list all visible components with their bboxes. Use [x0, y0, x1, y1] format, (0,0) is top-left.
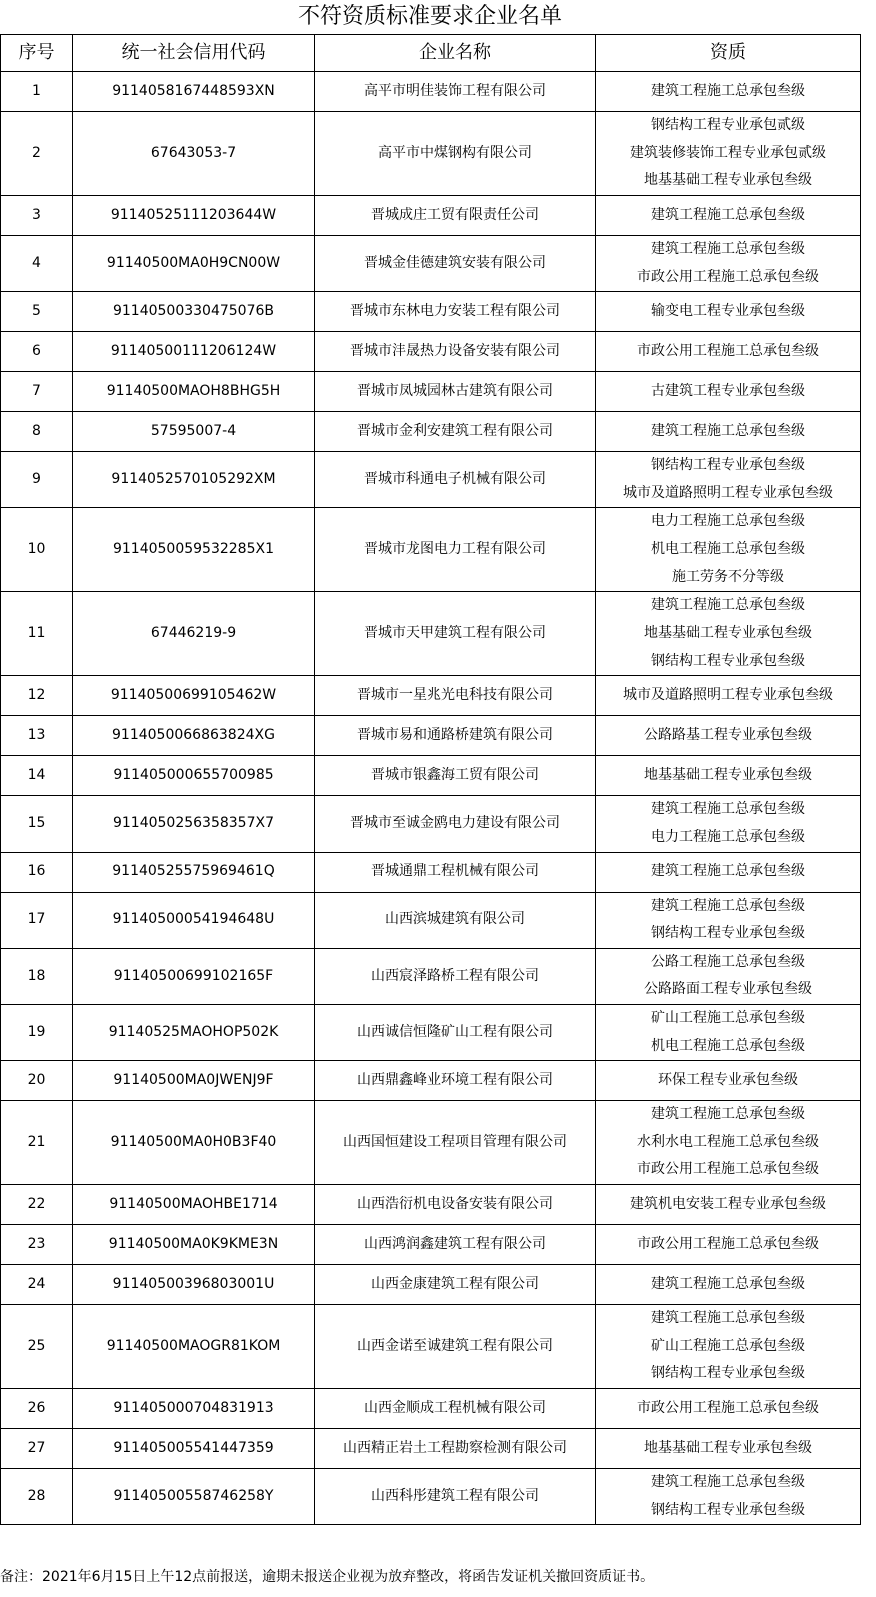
row-number-cell: 5 — [1, 292, 73, 332]
qualification-item: 建筑工程施工总承包叁级 — [651, 1474, 805, 1491]
qualification-item: 矿山工程施工总承包叁级 — [651, 1009, 805, 1026]
footnote: 备注：2021年6月15日上午12点前报送，逾期未报送企业视为放弃整改，将函告发证机关撤回资质证书。 — [0, 1569, 655, 1585]
row-number-cell: 25 — [1, 1305, 73, 1389]
qualification-cell — [596, 292, 861, 332]
table-row — [1, 1265, 861, 1305]
row-number-cell: 6 — [1, 332, 73, 372]
qualification-item: 建筑工程施工总承包叁级 — [651, 1275, 805, 1292]
table-row — [1, 1004, 861, 1060]
row-number-cell: 27 — [1, 1429, 73, 1469]
qualification-item: 市政公用工程施工总承包叁级 — [637, 1161, 819, 1178]
qualification-cell — [596, 1101, 861, 1185]
row-number-cell: 28 — [1, 1469, 73, 1525]
company-name-cell: 晋城市东林电力安装工程有限公司 — [315, 292, 596, 332]
company-name-cell: 晋城市科通电子机械有限公司 — [315, 452, 596, 508]
company-name-cell: 高平市中煤钢构有限公司 — [315, 112, 596, 196]
qualification-item: 建筑工程施工总承包叁级 — [651, 897, 805, 914]
table-row — [1, 1185, 861, 1225]
qualification-item: 古建筑工程专业承包叁级 — [651, 382, 805, 399]
qualification-item: 机电工程施工总承包叁级 — [651, 541, 805, 558]
row-number-cell: 14 — [1, 756, 73, 796]
company-name-cell: 山西宸泽路桥工程有限公司 — [315, 948, 596, 1004]
qualification-item: 建筑工程施工总承包叁级 — [651, 82, 805, 99]
company-name-cell: 晋城市沣晟热力设备安装有限公司 — [315, 332, 596, 372]
table-row — [1, 796, 861, 852]
qualification-cell — [596, 948, 861, 1004]
qualification-cell — [596, 1429, 861, 1469]
row-number-cell: 12 — [1, 676, 73, 716]
qualification-item: 钢结构工程专业承包叁级 — [651, 652, 805, 669]
row-number-cell: 7 — [1, 372, 73, 412]
row-number-cell: 3 — [1, 196, 73, 236]
table-row — [1, 716, 861, 756]
table-row — [1, 372, 861, 412]
credit-code-cell: 91140500111206124W — [73, 332, 315, 372]
qualification-item: 钢结构工程专业承包贰级 — [651, 117, 805, 134]
company-name-cell: 晋城市金利安建筑工程有限公司 — [315, 412, 596, 452]
qualification-item: 机电工程施工总承包叁级 — [651, 1037, 805, 1054]
table-row — [1, 508, 861, 592]
company-name-cell: 山西鼎鑫峰业环境工程有限公司 — [315, 1061, 596, 1101]
row-number-cell: 16 — [1, 852, 73, 892]
qualification-item: 水利水电工程施工总承包叁级 — [637, 1133, 819, 1150]
qualification-cell — [596, 508, 861, 592]
table-row — [1, 892, 861, 948]
row-number-cell: 26 — [1, 1389, 73, 1429]
company-name-cell: 晋城市至诚金鸥电力建设有限公司 — [315, 796, 596, 852]
credit-code-cell: 911405005541447359 — [73, 1429, 315, 1469]
qualification-cell — [596, 452, 861, 508]
qualification-cell — [596, 1389, 861, 1429]
company-name-cell: 山西浩衍机电设备安装有限公司 — [315, 1185, 596, 1225]
company-name-cell: 高平市明佳装饰工程有限公司 — [315, 72, 596, 112]
table-row — [1, 852, 861, 892]
table-row — [1, 676, 861, 716]
row-number-cell: 4 — [1, 236, 73, 292]
table-body — [1, 72, 861, 1525]
row-number-cell: 8 — [1, 412, 73, 452]
credit-code-cell: 91140500699105462W — [73, 676, 315, 716]
company-name-cell: 山西诚信恒隆矿山工程有限公司 — [315, 1004, 596, 1060]
page-title: 不符资质标准要求企业名单 — [297, 4, 562, 29]
credit-code-cell: 91140500MAOHBE1714 — [73, 1185, 315, 1225]
table-row — [1, 948, 861, 1004]
row-number-cell: 17 — [1, 892, 73, 948]
company-name-cell: 晋城市凤城园林古建筑有限公司 — [315, 372, 596, 412]
qualification-cell — [596, 332, 861, 372]
qualification-cell — [596, 72, 861, 112]
table-row — [1, 236, 861, 292]
credit-code-cell: 9114052570105292XM — [73, 452, 315, 508]
qualification-item: 电力工程施工总承包叁级 — [651, 513, 805, 530]
table-header — [1, 35, 861, 72]
qualification-item: 建筑工程施工总承包叁级 — [651, 1310, 805, 1327]
credit-code-cell: 91140500MAOGR81KOM — [73, 1305, 315, 1389]
qualification-item: 公路路面工程专业承包叁级 — [644, 981, 812, 998]
credit-code-cell: 9114050059532285X1 — [73, 508, 315, 592]
qualification-cell — [596, 1061, 861, 1101]
table-row — [1, 332, 861, 372]
credit-code-cell: 9114058167448593XN — [73, 72, 315, 112]
row-number-cell: 15 — [1, 796, 73, 852]
qualification-item: 建筑工程施工总承包叁级 — [651, 422, 805, 439]
credit-code-cell: 911405000704831913 — [73, 1389, 315, 1429]
qualification-item: 公路工程施工总承包叁级 — [651, 953, 805, 970]
company-name-cell: 晋城市易和通路桥建筑有限公司 — [315, 716, 596, 756]
qualification-item: 市政公用工程施工总承包叁级 — [637, 1235, 819, 1252]
row-number-cell: 10 — [1, 508, 73, 592]
qualification-item: 建筑装修装饰工程专业承包贰级 — [630, 144, 826, 161]
table-row — [1, 1101, 861, 1185]
qualification-item: 公路路基工程专业承包叁级 — [644, 727, 812, 744]
table-row — [1, 592, 861, 676]
company-name-cell: 晋城成庄工贸有限责任公司 — [315, 196, 596, 236]
company-name-cell: 山西滨城建筑有限公司 — [315, 892, 596, 948]
credit-code-cell: 91140500699102165F — [73, 948, 315, 1004]
qualification-cell — [596, 592, 861, 676]
qualification-item: 市政公用工程施工总承包叁级 — [637, 1399, 819, 1416]
qualification-item: 电力工程施工总承包叁级 — [651, 828, 805, 845]
qualification-item: 施工劳务不分等级 — [672, 568, 784, 585]
qualification-cell — [596, 1225, 861, 1265]
qualification-item: 建筑工程施工总承包叁级 — [651, 801, 805, 818]
row-number-cell: 11 — [1, 592, 73, 676]
company-name-cell: 晋城金佳德建筑安装有限公司 — [315, 236, 596, 292]
company-name-cell: 晋城市银鑫海工贸有限公司 — [315, 756, 596, 796]
column-header-name: 企业名称 — [315, 35, 596, 72]
qualification-item: 钢结构工程专业承包叁级 — [651, 457, 805, 474]
qualification-item: 地基基础工程专业承包叁级 — [644, 625, 812, 642]
qualification-item: 建筑工程施工总承包叁级 — [651, 206, 805, 223]
qualification-cell — [596, 676, 861, 716]
qualification-cell — [596, 412, 861, 452]
credit-code-cell: 91140500MA0H0B3F40 — [73, 1101, 315, 1185]
qualification-item: 建筑机电安装工程专业承包叁级 — [630, 1195, 826, 1212]
qualification-cell — [596, 196, 861, 236]
credit-code-cell: 91140500330475076B — [73, 292, 315, 332]
table-row — [1, 1429, 861, 1469]
qualification-item: 钢结构工程专业承包叁级 — [651, 925, 805, 942]
credit-code-cell: 57595007-4 — [73, 412, 315, 452]
credit-code-cell: 91140500558746258Y — [73, 1469, 315, 1525]
table-row — [1, 72, 861, 112]
qualification-cell — [596, 796, 861, 852]
company-name-cell: 晋城通鼎工程机械有限公司 — [315, 852, 596, 892]
qualification-item: 市政公用工程施工总承包叁级 — [637, 342, 819, 359]
qualification-item: 建筑工程施工总承包叁级 — [651, 1106, 805, 1123]
credit-code-cell: 91140525111203644W — [73, 196, 315, 236]
qualification-cell — [596, 236, 861, 292]
qualification-item: 市政公用工程施工总承包叁级 — [637, 268, 819, 285]
table-row — [1, 1389, 861, 1429]
credit-code-cell: 91140525MAOHOP502K — [73, 1004, 315, 1060]
table-row — [1, 112, 861, 196]
table-row — [1, 412, 861, 452]
credit-code-cell: 91140500MA0K9KME3N — [73, 1225, 315, 1265]
credit-code-cell: 91140500396803001U — [73, 1265, 315, 1305]
qualification-item: 地基基础工程专业承包叁级 — [644, 172, 812, 189]
qualification-cell — [596, 1469, 861, 1525]
qualification-item: 钢结构工程专业承包叁级 — [651, 1365, 805, 1382]
credit-code-cell: 67643053-7 — [73, 112, 315, 196]
qualification-cell — [596, 1265, 861, 1305]
table-row — [1, 196, 861, 236]
row-number-cell: 1 — [1, 72, 73, 112]
credit-code-cell: 9114050066863824XG — [73, 716, 315, 756]
qualification-item: 城市及道路照明工程专业承包叁级 — [623, 484, 833, 501]
company-name-cell: 山西鸿润鑫建筑工程有限公司 — [315, 1225, 596, 1265]
credit-code-cell: 91140500MA0H9CN00W — [73, 236, 315, 292]
qualification-item: 地基基础工程专业承包叁级 — [644, 767, 812, 784]
company-name-cell: 山西金顺成工程机械有限公司 — [315, 1389, 596, 1429]
table-row — [1, 1469, 861, 1525]
company-name-cell: 晋城市一星兆光电科技有限公司 — [315, 676, 596, 716]
qualification-cell — [596, 1004, 861, 1060]
column-header-no: 序号 — [1, 35, 73, 72]
row-number-cell: 20 — [1, 1061, 73, 1101]
credit-code-cell: 67446219-9 — [73, 592, 315, 676]
qualification-item: 环保工程专业承包叁级 — [658, 1071, 798, 1088]
table-row — [1, 452, 861, 508]
row-number-cell: 21 — [1, 1101, 73, 1185]
credit-code-cell: 911405000655700985 — [73, 756, 315, 796]
qualification-item: 输变电工程专业承包叁级 — [651, 302, 805, 319]
table-row — [1, 1225, 861, 1265]
row-number-cell: 13 — [1, 716, 73, 756]
qualification-item: 建筑工程施工总承包叁级 — [651, 241, 805, 257]
qualification-cell — [596, 716, 861, 756]
qualification-cell — [596, 112, 861, 196]
qualification-item: 矿山工程施工总承包叁级 — [651, 1337, 805, 1354]
row-number-cell: 9 — [1, 452, 73, 508]
table-row — [1, 756, 861, 796]
qualification-cell — [596, 756, 861, 796]
header-row — [1, 35, 861, 72]
company-name-cell: 山西科彤建筑工程有限公司 — [315, 1469, 596, 1525]
row-number-cell: 18 — [1, 948, 73, 1004]
credit-code-cell: 91140525575969461Q — [73, 852, 315, 892]
table-row — [1, 292, 861, 332]
company-name-cell: 晋城市天甲建筑工程有限公司 — [315, 592, 596, 676]
credit-code-cell: 91140500054194648U — [73, 892, 315, 948]
company-name-cell: 晋城市龙图电力工程有限公司 — [315, 508, 596, 592]
credit-code-cell: 91140500MA0JWENJ9F — [73, 1061, 315, 1101]
qualification-item: 钢结构工程专业承包叁级 — [651, 1501, 805, 1518]
credit-code-cell: 91140500MAOH8BHG5H — [73, 372, 315, 412]
table-row — [1, 1061, 861, 1101]
qualification-cell — [596, 1185, 861, 1225]
column-header-code: 统一社会信用代码 — [73, 35, 315, 72]
row-number-cell: 22 — [1, 1185, 73, 1225]
qualification-item: 地基基础工程专业承包叁级 — [644, 1439, 812, 1456]
row-number-cell: 2 — [1, 112, 73, 196]
qualification-cell — [596, 1305, 861, 1389]
company-name-cell: 山西精正岩土工程勘察检测有限公司 — [315, 1429, 596, 1469]
company-table — [0, 34, 861, 1525]
qualification-item: 建筑工程施工总承包叁级 — [651, 597, 805, 614]
company-name-cell: 山西金诺至诚建筑工程有限公司 — [315, 1305, 596, 1389]
qualification-cell — [596, 372, 861, 412]
row-number-cell: 23 — [1, 1225, 73, 1265]
company-name-cell: 山西金康建筑工程有限公司 — [315, 1265, 596, 1305]
qualification-cell — [596, 892, 861, 948]
table-row — [1, 1305, 861, 1389]
column-header-qualification: 资质 — [596, 35, 861, 72]
credit-code-cell: 9114050256358357X7 — [73, 796, 315, 852]
company-name-cell: 山西国恒建设工程项目管理有限公司 — [315, 1101, 596, 1185]
qualification-item: 建筑工程施工总承包叁级 — [651, 863, 805, 880]
row-number-cell: 24 — [1, 1265, 73, 1305]
qualification-item: 城市及道路照明工程专业承包叁级 — [623, 687, 833, 704]
qualification-cell — [596, 852, 861, 892]
row-number-cell: 19 — [1, 1004, 73, 1060]
